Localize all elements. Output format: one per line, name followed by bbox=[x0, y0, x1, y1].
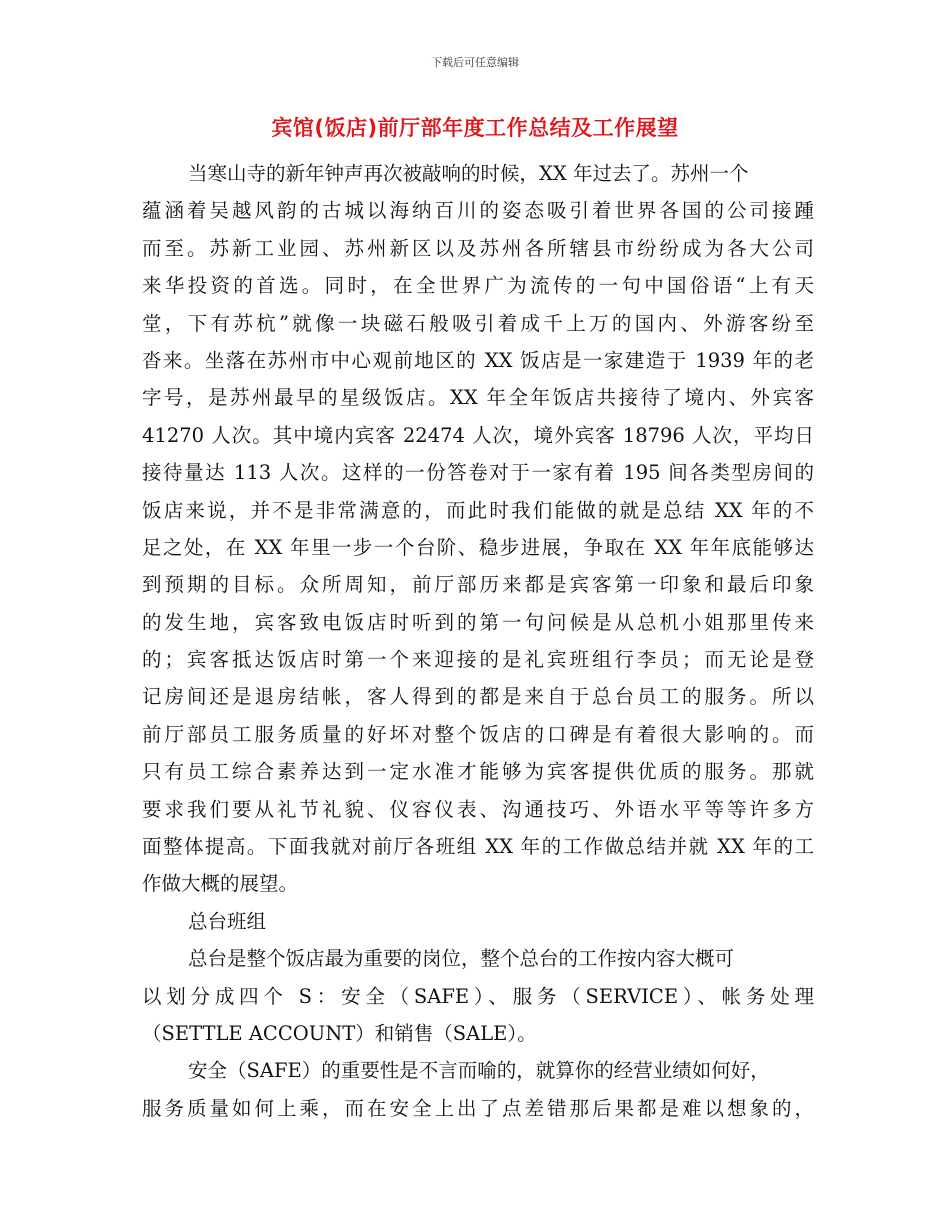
body-line: 来华投资的首选。同时，在全世界广为流传的一句中国俗语“上有天 bbox=[142, 274, 814, 298]
body-line: 前厅部员工服务质量的好坏对整个饭店的口碑是有着很大影响的。而 bbox=[142, 722, 814, 746]
body-line: 服务质量如何上乘，而在安全上出了点差错那后果都是难以想象的， bbox=[142, 1096, 814, 1120]
body-line: 接待量达 113 人次。这样的一份答卷对于一家有着 195 间各类型房间的 bbox=[142, 461, 814, 485]
body-line: 而至。苏新工业园、苏州新区以及苏州各所辖县市纷纷成为各大公司 bbox=[142, 236, 814, 260]
body-line: 的发生地，宾客致电饭店时听到的第一句问候是从总机小姐那里传来 bbox=[142, 610, 814, 634]
body-line: 只有员工综合素养达到一定水准才能够为宾客提供优质的服务。那就 bbox=[142, 760, 814, 784]
body-line: 安全（SAFE）的重要性是不言而喻的，就算你的经营业绩如何好， bbox=[188, 1059, 770, 1083]
body-line: 的；宾客抵达饭店时第一个来迎接的是礼宾班组行李员；而无论是登 bbox=[142, 648, 814, 672]
body-line: （SETTLE ACCOUNT）和销售（SALE）。 bbox=[142, 1021, 537, 1045]
body-line: 记房间还是退房结帐，客人得到的都是来自于总台员工的服务。所以 bbox=[142, 685, 814, 709]
body-line: 面整体提高。下面我就对前厅各班组 XX 年的工作做总结并就 XX 年的工 bbox=[142, 835, 814, 859]
body-line: 当寒山寺的新年钟声再次被敲响的时候，XX 年过去了。苏州一个 bbox=[188, 162, 749, 185]
body-line: 作做大概的展望。 bbox=[142, 872, 299, 896]
body-line: 堂，下有苏杭”就像一块磁石般吸引着成千上万的国内、外游客纷至 bbox=[142, 311, 814, 335]
section-heading: 总台班组 bbox=[188, 909, 267, 933]
body-line: 字号，是苏州最早的星级饭店。XX 年全年饭店共接待了境内、外宾客 bbox=[142, 386, 814, 410]
body-line: 到预期的目标。众所周知，前厅部历来都是宾客第一印象和最后印象 bbox=[142, 573, 814, 597]
body-line: 总台是整个饭店最为重要的岗位，整个总台的工作按内容大概可 bbox=[188, 947, 735, 971]
body-line: 沓来。坐落在苏州市中心观前地区的 XX 饭店是一家建造于 1939 年的老 bbox=[142, 348, 814, 372]
document-title: 宾馆(饭店)前厅部年度工作总结及工作展望 bbox=[271, 116, 679, 140]
body-line: 饭店来说，并不是非常满意的，而此时我们能做的就是总结 XX 年的不 bbox=[142, 498, 814, 522]
document-body bbox=[142, 155, 814, 1127]
body-line: 41270 人次。其中境内宾客 22474 人次，境外宾客 18796 人次，平均日 bbox=[142, 423, 814, 447]
body-line: 足之处，在 XX 年里一步一个台阶、稳步进展，争取在 XX 年年底能够达 bbox=[142, 535, 814, 559]
header-note: 下载后可任意编辑 bbox=[431, 56, 519, 69]
body-line: 以划分成四个 S：安全（SAFE）、服务（SERVICE）、帐务处理 bbox=[142, 984, 814, 1008]
body-line: 要求我们要从礼节礼貌、仪容仪表、沟通技巧、外语水平等等许多方 bbox=[142, 797, 814, 821]
body-line: 蕴涵着吴越风韵的古城以海纳百川的姿态吸引着世界各国的公司接踵 bbox=[142, 199, 814, 223]
